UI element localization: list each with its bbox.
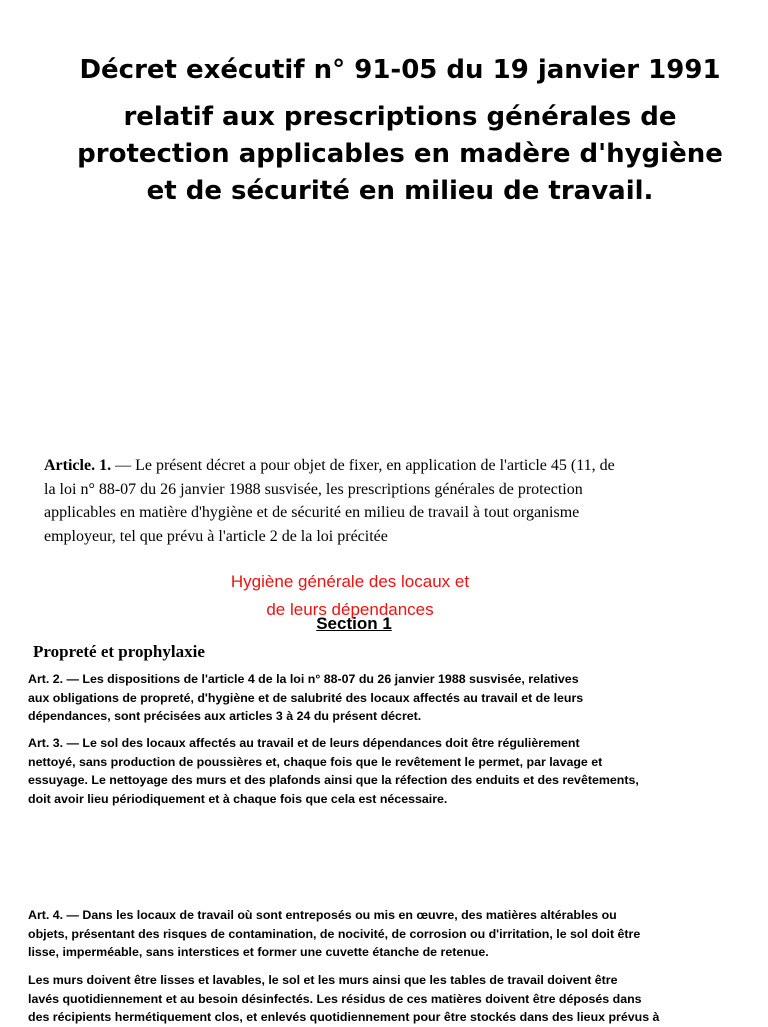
article-3: Art. 3. — Le sol des locaux affectés au travail et de leurs dépendances doit être régulièrement nettoyé, sans production de poussières et, chaque fois que le revêtement le permet, par lavage et essuyage. Le nettoyage des murs et des plafonds ainsi que la réfection des enduits et des revêtements, doit avoir lieu périodiquement et à chaque fois que cela est nécessaire.: [28, 736, 639, 806]
article-1-text: — Le présent décret a pour objet de fixer, en application de l'article 45 (11, de la loi n° 88-07 du 26 janvier 1988 susvisée, les prescriptions générales de protection applicables en matière d'hygiène et de sécurité en milieu de travail à tout organisme employeur, tel que prévu à l'article 2 de la loi précitée: [44, 457, 615, 545]
article-4: Art. 4. — Dans les locaux de travail où sont entreposés ou mis en œuvre, des matières altérables ou objets, présentant des risques de contamination, de nocivité, de corrosion ou d'irritation, le sol doit être lisse, imperméable, sans interstices et former une cuvette étanche de retenue.: [28, 908, 641, 959]
subheading: Propreté et prophylaxie: [33, 642, 205, 661]
article-4-continued: Les murs doivent être lisses et lavables, le sol et les murs ainsi que les tables de travail doivent être lavés quotidiennement et au besoin désinfectés. Les résidus de ces matières doivent être déposés dans des récipients hermétiquement clos, et enlevés quotidiennement pour être stockés dans des lieux prévus à: [28, 973, 660, 1024]
article-1: [44, 454, 619, 548]
document-subtitle: relatif aux prescriptions générales de protection applicables en madère d'hygiène et de sécurité en milieu de travail.: [77, 102, 723, 206]
document-title: Décret exécutif n° 91-05 du 19 janvier 1991: [79, 55, 721, 85]
article-2: Art. 2. — Les dispositions de l'article 4 de la loi n° 88-07 du 26 janvier 1988 susvisée, relatives aux obligations de propreté, d'hygiène et de salubrité des locaux affectés au travail et de leurs dépendances, sont précisées aux articles 3 à 24 du présent décret.: [28, 672, 584, 723]
chapter-heading: Hygiène générale des locaux et de leurs dépendances: [230, 572, 470, 619]
article-1-label: Article. 1.: [44, 457, 112, 474]
section-label: Section 1: [316, 614, 392, 633]
